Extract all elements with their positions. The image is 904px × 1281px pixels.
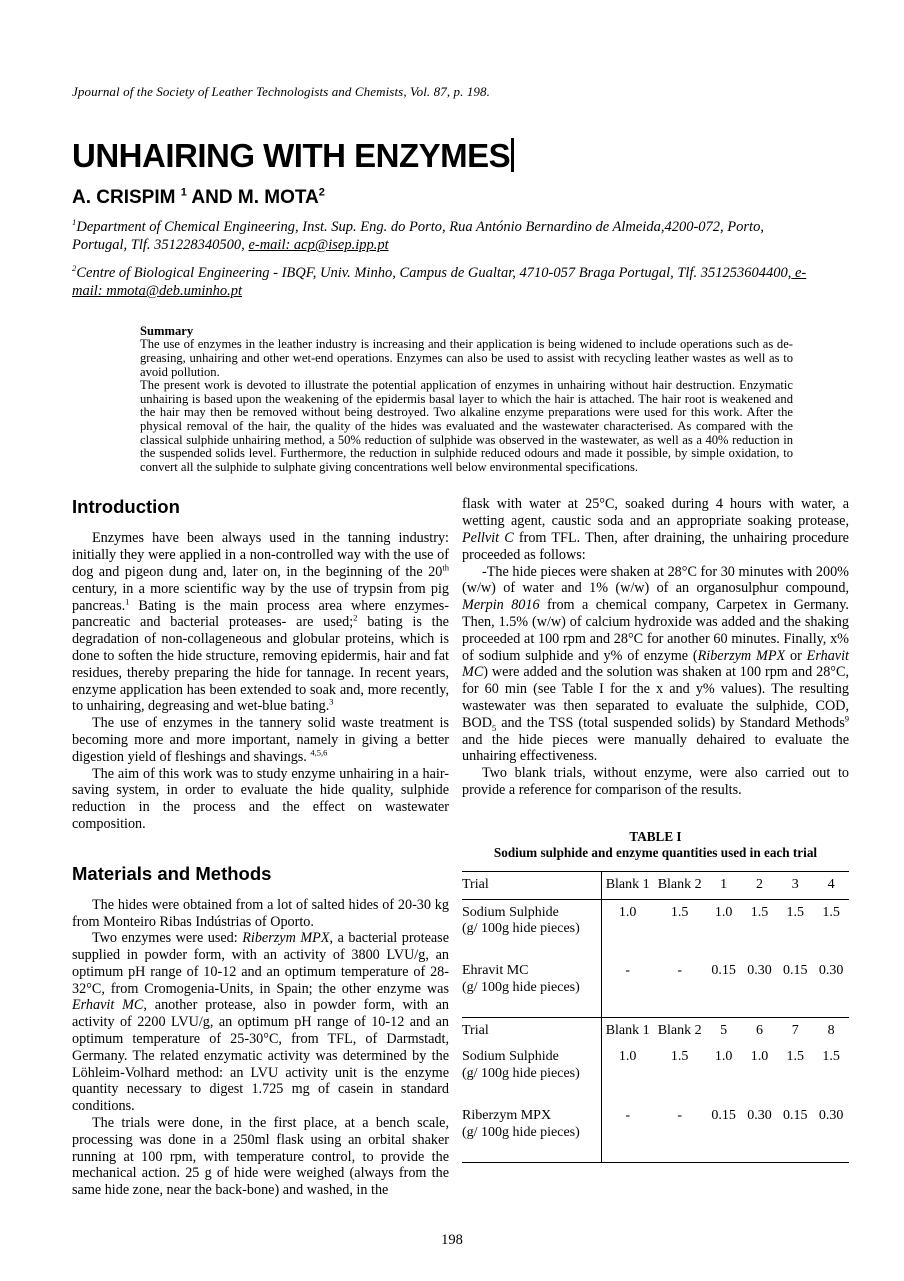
table-header-cell <box>601 871 653 899</box>
authors-line <box>72 187 849 209</box>
row-sublabel: (g/ 100g hide pieces) <box>462 1124 580 1140</box>
table-value-cell: 1.0 <box>714 1049 733 1065</box>
table-row <box>462 1103 849 1162</box>
sup-text: 1 <box>125 595 130 606</box>
text-segment: or <box>785 647 807 664</box>
introduction-paragraphs <box>72 530 449 832</box>
table-1-caption-title: Sodium sulphide and enzyme quantities used in each trial <box>493 845 818 861</box>
text-segment: AND M. MOTA <box>186 186 319 208</box>
sup-text: 2 <box>318 186 325 199</box>
sub-text: 5 <box>491 722 497 733</box>
text-segment: and the TSS (total suspended solids) by Standard Methods <box>496 714 845 731</box>
table-value-cell: 1.5 <box>822 1049 840 1065</box>
table-row-label <box>462 958 601 1017</box>
text-segment: and the hide pieces were manually dehaired to evaluate the unhairing effectiveness. <box>462 731 849 765</box>
text-segment: ) were added and the solution was shaken at 100 rpm and 28°C, for 60 min (see Table I for the x and y% values). The resulting wastewater was then separated to evaluate the sulphide, COD, BOD <box>462 664 849 731</box>
paragraph <box>140 379 793 474</box>
table-header-row <box>462 1017 849 1044</box>
table-header-cell-text: 8 <box>827 1022 835 1038</box>
table-value-cell: 0.15 <box>706 958 742 1017</box>
table-value-cell: - <box>654 958 706 1017</box>
table-row-label <box>462 1044 601 1103</box>
paragraph <box>462 765 849 799</box>
i-text: Riberzym MPX <box>697 647 786 664</box>
table-value-cell: 0.30 <box>813 958 849 1017</box>
summary-block <box>140 325 793 475</box>
section-heading-materials-and-methods: Materials and Methods <box>72 862 272 884</box>
sup-text: th <box>442 562 449 573</box>
text-segment: The aim of this work was to study enzyme unhairing in a hair-saving system, in order to evaluate the hide quality, sulphide reduction in the process and the effect on wastewater composition. <box>72 765 449 832</box>
summary-paragraphs <box>140 338 793 474</box>
two-column-body <box>72 496 849 1199</box>
text-segment: The hides were obtained from a lot of salted hides of 20-30 kg from Monteiro Ribas Indústrias of Oporto. <box>72 896 449 930</box>
text-segment: flask with water at 25°C, soaked during 4 hours with water, a wetting agent, caustic soda and an appropriate soaking protease, <box>462 496 849 530</box>
table-value-cell: 1.0 <box>750 1049 769 1065</box>
i-text: Merpin 8016 <box>462 597 540 614</box>
paper-title-text: UNHAIRING WITH ENZYMES <box>72 137 511 174</box>
text-segment: Two blank trials, without enzyme, were also carried out to provide a reference for comparison of the results. <box>462 765 849 798</box>
table-row <box>462 1044 849 1103</box>
text-segment: A. CRISPIM <box>72 186 181 208</box>
table-value-cell: 0.15 <box>783 1108 808 1124</box>
paragraph <box>462 564 849 766</box>
table-value-cell: 1.0 <box>618 1049 637 1065</box>
table-header-cell-text: Blank 1 <box>605 876 650 892</box>
section-heading-introduction: Introduction <box>72 496 180 518</box>
table-header-cell <box>654 1017 706 1044</box>
row-label: Sodium Sulphide <box>462 904 559 920</box>
text-segment: Enzymes have been always used in the tanning industry: initially they were applied in a non-controlled way with the use of dog and pigeon dung and, later on, in the beginning of the 20 <box>72 530 449 580</box>
table-header-label: Trial <box>462 871 601 899</box>
left-column <box>72 496 449 1199</box>
table-value-cell: 1.5 <box>822 904 840 920</box>
table-value-cell: 1.0 <box>618 904 637 920</box>
sup-text: 2 <box>72 262 77 273</box>
text-segment: The use of enzymes in the leather industry is increasing and their application is being widened to include operations such as de-greasing, unhairing and other wet-end operations. Enzymes can also be used to assist with recycling leather wastes as well as to avoid pollution. <box>140 337 793 379</box>
table-header-cell <box>706 1017 742 1044</box>
page-number: 198 <box>441 1232 463 1248</box>
journal-header: Jpournal of the Society of Leather Technologists and Chemists, Vol. 87, p. 198. <box>72 84 490 99</box>
row-label: Ehravit MC <box>462 963 529 979</box>
sup-text: 1 <box>72 216 77 227</box>
table-value-cell: 1.5 <box>670 1049 689 1065</box>
affiliation-2 <box>72 264 807 301</box>
table-value-cell: 1.5 <box>670 904 689 920</box>
sup-text: 9 <box>844 712 849 723</box>
text-segment: bating is the degradation of non-collageneous and globular proteins, which is done to soften the hide structure, removing epidermis, hair and fat residues, thereby preparing the hide for tannage. In recent years, enzyme application has been extended to soak and, more recently, to unhairing, degreasing and wet-blue bating. <box>72 614 449 715</box>
table-row <box>462 958 849 1017</box>
table-header-cell <box>706 871 742 899</box>
paragraph <box>462 496 849 563</box>
sup-text: 3 <box>329 696 334 707</box>
table-header-cell-text: 2 <box>755 876 763 892</box>
table-value-cell: 0.30 <box>747 1108 772 1124</box>
table-header-cell-text: 7 <box>791 1022 799 1038</box>
text-segment: from TFL. Then, after draining, the unhairing procedure proceeded as follows: <box>462 529 849 563</box>
i-text: Erhavit MC <box>72 997 144 1014</box>
sup-text: 1 <box>180 186 187 199</box>
table-header-cell-text: 4 <box>827 876 835 892</box>
i-text: Riberzym MPX <box>242 930 330 947</box>
table-header-cell <box>813 1017 849 1044</box>
text-segment: Two enzymes were used: <box>92 930 243 947</box>
row-label: Riberzym MPX <box>462 1108 552 1124</box>
table-1-caption <box>462 829 849 862</box>
table-header-cell <box>742 871 778 899</box>
paragraph <box>72 1115 449 1199</box>
text-segment: -The hide pieces were shaken at 28°C for 30 minutes with 200% (w/w) of water and 1% (w/w) of an organosulphur compound, <box>462 563 849 597</box>
row-sublabel: (g/ 100g hide pieces) <box>462 1066 580 1082</box>
table-value-cell: 1.5 <box>750 904 769 920</box>
table-header-cell-text: Blank 2 <box>657 1022 702 1038</box>
paragraph <box>140 338 793 379</box>
row-sublabel: (g/ 100g hide pieces) <box>462 921 580 937</box>
text-segment: from a chemical company, Carpetex in Germany. Then, 1.5% (w/w) of calcium hydroxide was added and the shaking proceeded at 100 rpm and 28°C for another 60 minutes. Finally, x% of sodium sulphide and y% of enzyme ( <box>462 597 849 664</box>
table-header-cell-text: 6 <box>755 1022 763 1038</box>
sup-text: 2 <box>353 612 358 623</box>
paper-title <box>72 138 849 174</box>
email-link[interactable]: e-mail: mmota@deb.uminho.pt <box>72 264 807 300</box>
right-column-paragraphs <box>462 496 849 798</box>
table-header-row <box>462 871 849 899</box>
table-1-grid <box>462 871 849 1163</box>
table-header-cell <box>654 871 706 899</box>
table-value-cell: 0.15 <box>777 958 813 1017</box>
table-1-caption-number: TABLE I <box>629 828 682 844</box>
table-value-cell: - <box>677 1108 682 1124</box>
text-segment: The trials were done, in the first place, at a bench scale, processing was done in a 250ml flask using an orbital shaker running at 100 rpm, with temperature control, to provide the mechanical action. 25 g of hide were weighed (always from the same hide zone, near the back-bone) and washed, in the <box>72 1115 449 1199</box>
affiliation-1 <box>72 218 807 255</box>
table-row <box>462 899 849 958</box>
text-segment: The present work is devoted to illustrate the potential application of enzymes in unhairing without hair destruction. Enzymatic unhairing is based upon the weakening of the epidermis basal layer to which the hair is attached. The hair root is weakened and the hair may then be removed without being destroyed. Two alkaline enzyme preparations were used for this work. After the physical removal of the hair, the quality of the hides was evaluated and the wastewater characterised. As compared with the classical sulphide unhairing method, a 50% reduction of sulphide was observed in the wastewater, as well as a 40% reduction in the suspended solids level. Furthermore, the reduction in sulphide reduced odours and made it possible, by simple oxidation, to convert all the sulphide to sulphate giving concentrations well below environmental specifications. <box>140 378 793 474</box>
table-header-cell <box>777 871 813 899</box>
table-header-cell <box>742 1017 778 1044</box>
i-text: Pellvit C <box>462 529 514 546</box>
table-1-block <box>462 829 849 1163</box>
table-value-cell: - <box>625 1108 631 1124</box>
table-header-cell-text: Blank 2 <box>657 876 702 892</box>
table-value-cell: 0.30 <box>818 1108 844 1124</box>
email-link[interactable]: e-mail: acp@isep.ipp.pt <box>248 237 389 254</box>
table-value-cell: 0.15 <box>711 1108 736 1124</box>
materials-paragraphs <box>72 897 449 1199</box>
sup-text: 4,5,6 <box>310 746 328 757</box>
table-header-cell <box>601 1017 653 1044</box>
paragraph <box>72 530 449 715</box>
row-label: Sodium Sulphide <box>462 1049 559 1065</box>
table-header-cell-text: 3 <box>791 876 799 892</box>
text-segment: The use of enzymes in the tannery solid waste treatment is becoming more and more important, namely in giving a better digestion yield of fleshings and shavings. <box>72 715 449 765</box>
paragraph <box>72 897 449 931</box>
table-value-cell: 1.5 <box>786 904 805 920</box>
text-segment: Centre of Biological Engineering - IBQF, Univ. Minho, Campus de Gualtar, 4710-057 Braga Portugal, Tlf. 351253604400, <box>76 264 792 281</box>
text-segment: Bating is the main process area where enzymes- pancreatic and bacterial proteases- are used; <box>72 597 449 631</box>
table-value-cell: - <box>601 958 653 1017</box>
table-value-cell: 1.0 <box>714 904 733 920</box>
summary-heading: Summary <box>140 323 194 338</box>
text-segment: , a bacterial protease supplied in powder form, with an activity of 3800 LVU/g, an optimum pH range of 10-12 and an optimum temperature of 28-32°C, from Cromogenia-Units, in Spain; the other enzyme was <box>72 930 449 997</box>
table-header-cell <box>777 1017 813 1044</box>
paragraph <box>72 930 449 1115</box>
text-segment: , another protease, also in powder form, with an activity of 2200 LVU/g, an optimum pH range of 10-12 and an optimum temperature of 25-30°C, from TFL, of Darmstadt, Germany. The related enzymatic activity was determined by the Löhleim-Volhard method: an LVU activity unit is the enzyme quantity necessary to digest 1.725 mg of casein in standard conditions. <box>72 997 449 1115</box>
text-segment: century, in a more scientific way by the use of trypsin from pig pancreas. <box>72 580 449 614</box>
table-header-cell <box>813 871 849 899</box>
table-row-label <box>462 1103 601 1162</box>
table-header-cell-text: Blank 1 <box>605 1022 650 1038</box>
table-value-cell: 1.5 <box>786 1049 805 1065</box>
paragraph <box>72 766 449 833</box>
table-row-label <box>462 899 601 958</box>
table-value-cell: 0.30 <box>742 958 778 1017</box>
text-cursor <box>511 138 514 172</box>
i-text: Erhavit MC <box>462 647 849 681</box>
table-header-cell-text: 1 <box>720 876 728 892</box>
table-header-label: Trial <box>462 1017 601 1044</box>
right-column <box>462 496 849 1199</box>
row-sublabel: (g/ 100g hide pieces) <box>462 979 580 995</box>
table-header-cell-text: 5 <box>720 1022 728 1038</box>
paragraph <box>72 715 449 765</box>
text-segment: Department of Chemical Engineering, Inst. Sup. Eng. do Porto, Rua António Bernardino de Almeida,4200-072, Porto, Portugal, Tlf. 351228340500, <box>72 218 764 254</box>
